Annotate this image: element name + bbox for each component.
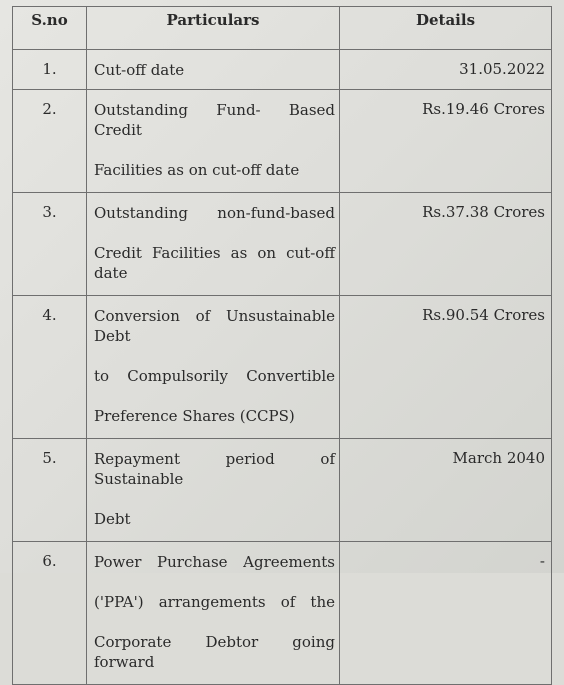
table-row <box>13 542 552 685</box>
particulars-line: Outstanding Fund- Based Credit <box>94 101 335 139</box>
row-sno: 3. <box>13 193 87 296</box>
table-row <box>13 50 552 90</box>
header-particulars: Particulars <box>87 7 340 50</box>
row-particulars <box>87 90 340 193</box>
row-details: Rs.90.54 Crores <box>340 296 552 439</box>
particulars-line: Conversion of Unsustainable Debt <box>94 307 335 345</box>
particulars-line: Debt <box>94 510 131 528</box>
row-sno: 5. <box>13 439 87 542</box>
row-particulars <box>87 296 340 439</box>
row-details: - <box>340 542 552 685</box>
table-row <box>13 90 552 193</box>
row-particulars <box>87 542 340 685</box>
row-details: 31.05.2022 <box>340 50 552 90</box>
particulars-line: Facilities as on cut-off date <box>94 161 300 179</box>
table-row <box>13 296 552 439</box>
particulars-line: Corporate Debtor going forward <box>94 633 335 671</box>
table-row <box>13 439 552 542</box>
particulars-line: Power Purchase Agreements <box>94 553 335 571</box>
details-table <box>12 6 552 685</box>
particulars-line: to Compulsorily Convertible <box>94 367 335 385</box>
particulars-line: Outstanding non-fund-based <box>94 204 335 222</box>
row-particulars <box>87 193 340 296</box>
row-details: March 2040 <box>340 439 552 542</box>
row-sno: 4. <box>13 296 87 439</box>
particulars-line: Preference Shares (CCPS) <box>94 407 295 425</box>
particulars-line: Repayment period of Sustainable <box>94 450 335 488</box>
header-details: Details <box>340 7 552 50</box>
row-details: Rs.19.46 Crores <box>340 90 552 193</box>
row-sno: 2. <box>13 90 87 193</box>
particulars-line: ('PPA') arrangements of the <box>94 593 335 611</box>
particulars-line: Cut-off date <box>94 61 185 79</box>
row-sno: 1. <box>13 50 87 90</box>
row-particulars <box>87 439 340 542</box>
table-header-row <box>13 7 552 50</box>
row-details: Rs.37.38 Crores <box>340 193 552 296</box>
header-sno: S.no <box>13 7 87 50</box>
row-sno: 6. <box>13 542 87 685</box>
row-particulars <box>87 50 340 90</box>
table-row <box>13 193 552 296</box>
particulars-line: Credit Facilities as on cut-off date <box>94 244 335 282</box>
